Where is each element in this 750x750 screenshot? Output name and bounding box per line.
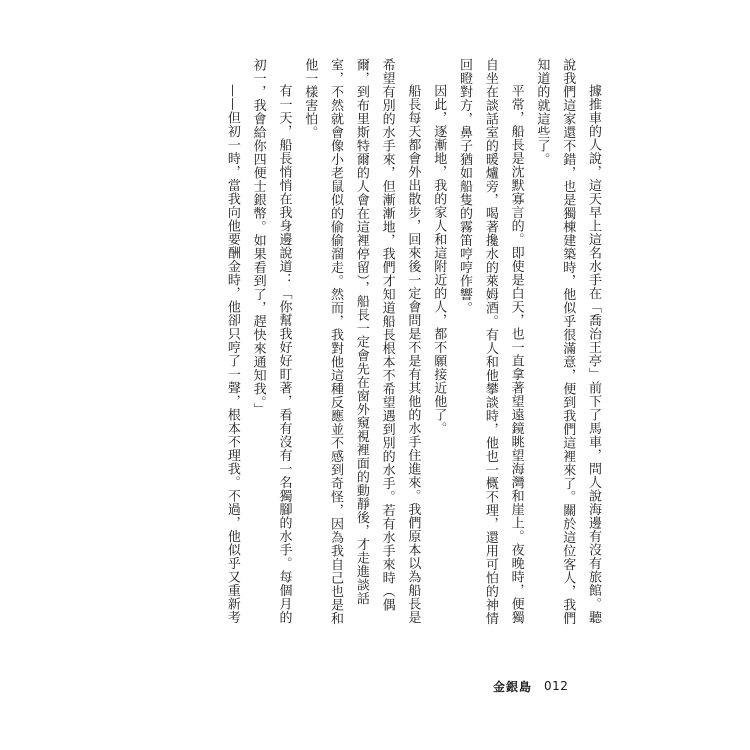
paragraph-5: 有一天，船長悄悄在我身邊說道：「你幫我好好盯著，看有沒有一名獨腳的水手。每個月的初一，我會給你四便士銀幣。如果看到了，趕快來通知我。」 (250, 58, 292, 624)
paragraph-3: 因此，逐漸地，我的家人和這附近的人，都不願接近他了。 (431, 84, 447, 435)
page-footer (493, 676, 568, 696)
paragraph-6: ——但初一時，當我向他要酬金時，他卻只哼了一聲，根本不理我。不過，他似乎又重新考 (224, 84, 240, 624)
page-number: 012 (544, 679, 569, 693)
paragraph-4: 船長每天都會外出散步，回來後一定會問是不是有其他的水手住進來。我們原本以為船長是希望有別的水手來，但漸漸地，我們才知道船長根本不希望遇到別的水手。若有水手來時（偶爾，到布里斯特爾的人會在這裡停留），船長一定會先在窗外窺視裡面的動靜後，才走進談話室，不然就會像小老鼠似的偷偷溜走。然而，我對他這種反應並不感到奇怪，因為我自己也是和他一樣害怕。 (302, 58, 421, 625)
vertical-text-body (130, 58, 606, 626)
book-title: 金銀島 (493, 679, 533, 694)
paragraph-2: 平常，船長是沈默寡言的。即使是白天，也一直拿著望遠鏡眺望海灣和崖上。夜晚時，便獨自坐在談話室的暖爐旁，喝著攙水的萊姆酒。有人和他攀談時，他也一概不理，還用可怕的神情回瞪對方，鼻子猶如船隻的霧笛哼哼作響。 (457, 58, 524, 625)
paragraph-1: 據推車的人說，這天早上這名水手在「喬治王亭」前下了馬車，問人說海邊有沒有旅館。聽說我們這家還不錯，也是獨棟建築時，他似乎很滿意，便到我們這裡來了。關於這位客人，我們知道的就這些了。 (534, 58, 601, 625)
